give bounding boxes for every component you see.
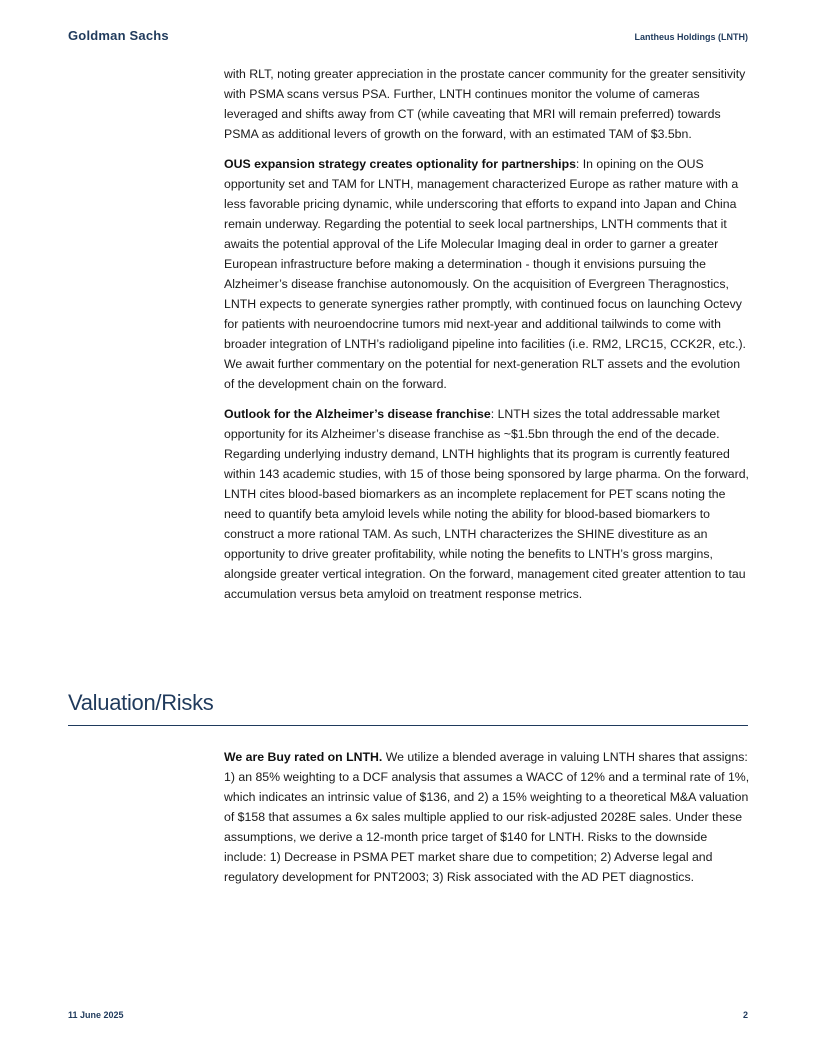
section-title-valuation: Valuation/Risks [68,690,214,715]
paragraph-text: We utilize a blended average in valuing LNTH shares that assigns: 1) an 85% weighting to a DCF analysis that assumes a WACC of 12% and a terminal rate of 1%, which indicates an intrinsic value of $136, and 2) a 15% weighting to a theoretical M&A valuation of $158 that assumes a 6x sales multiple applied to our risk-adjusted 2028E sales. Under these assumptions, we derive a 12-month price target of $140 for LNTH. Risks to the downside include: 1) Decrease in PSMA PET market share due to competition; 2) Adverse legal and regulatory development for PNT2003; 3) Risk associated with the AD PET diagnostics. [224,750,750,884]
paragraph-alzheimers [224,404,750,604]
paragraph-text: : In opining on the OUS opportunity set and TAM for LNTH, management characterized Europe as rather mature with a less favorable pricing dynamic, while underscoring that efforts to expand into Japan and China remain underway. Regarding the potential to seek local partnerships, LNTH comments that it awaits the potential approval of the Life Molecular Imaging deal in order to garner a greater European infrastructure before making a determination - though it envisions pursuing the Alzheimer’s disease franchise autonomously. On the acquisition of Evergreen Theragnostics, LNTH expects to generate synergies rather promptly, with continued focus on launching Octevy for patients with neuroendocrine tumors mid next-year and additional tailwinds to come with broader integration of LNTH’s radioligand pipeline into facilities (i.e. RM2, LRC15, CCK2R, etc.). We await further commentary on the potential for next-generation RLT assets and the evolution of the development chain on the forward. [224,157,746,391]
body-text-valuation [224,747,750,897]
footer-date: 11 June 2025 [68,1010,124,1020]
paragraph-valuation [224,747,750,887]
page-number: 2 [742,1010,748,1020]
paragraph-heading: Outlook for the Alzheimer’s disease franchise [224,407,491,421]
paragraph-text: : LNTH sizes the total addressable market opportunity for its Alzheimer’s disease franchise as ~$1.5bn through the end of the decade. Regarding underlying industry demand, LNTH highlights that its program is currently featured within 143 academic studies, with 15 of those being sponsored by large pharma. On the forward, LNTH cites blood-based biomarkers as an incomplete replacement for PET scans noting the need to quantify beta amyloid levels while noting the ability for blood-based biomarkers to construct a more rational TAM. As such, LNTH characterizes the SHINE divestiture as an opportunity to drive greater profitability, while noting the benefits to LNTH’s gross margins, alongside greater vertical integration. On the forward, management cited greater attention to tau accumulation versus beta amyloid on treatment response metrics. [224,407,749,601]
brand-name: Goldman Sachs [68,28,169,43]
section-divider [68,725,748,726]
report-title: Lantheus Holdings (LNTH) [634,32,748,42]
paragraph-ous-expansion [224,154,750,394]
paragraph-heading: We are Buy rated on LNTH. [224,750,383,764]
paragraph-heading: OUS expansion strategy creates optionality for partnerships [224,157,576,171]
body-text-top [224,64,750,614]
paragraph-psma: with RLT, noting greater appreciation in the prostate cancer community for the greater sensitivity with PSMA scans versus PSA. Further, LNTH continues monitor the volume of cameras leveraged and shifts away from CT (while caveating that MRI will remain preferred) towards PSMA as additional levers of growth on the forward, with an estimated TAM of $3.5bn. [224,67,746,141]
